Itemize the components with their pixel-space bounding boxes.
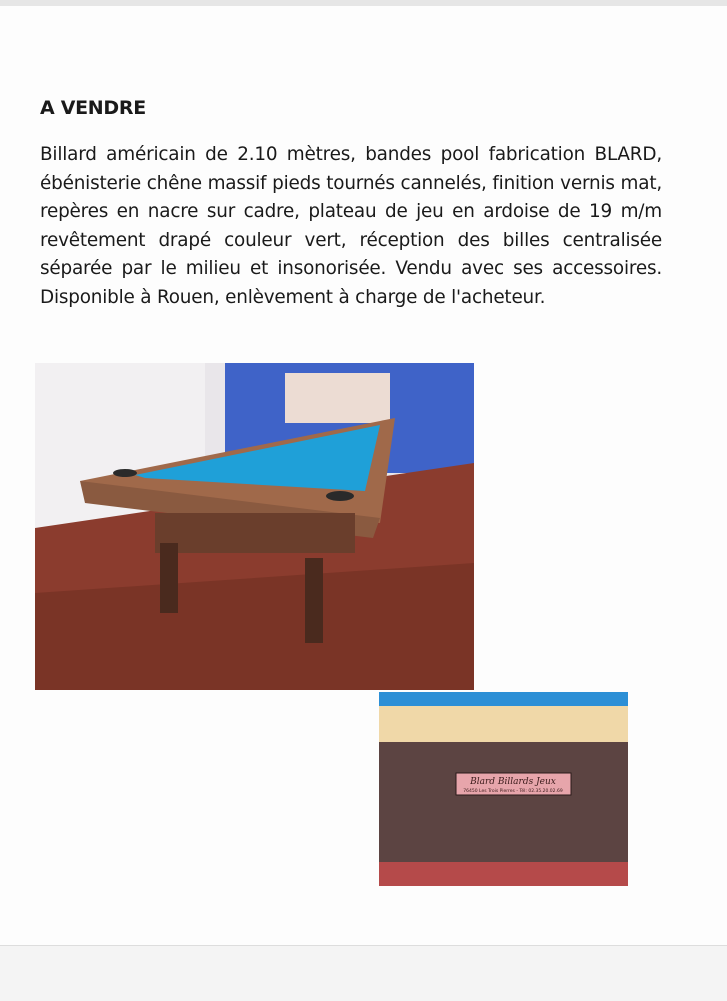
- plaque-address: 76450 Les Trois Pierres - Tél: 02.35.20.02.69: [463, 789, 563, 794]
- scan-bottom-edge: [0, 945, 727, 1001]
- description-paragraph: Billard américain de 2.10 mètres, bandes pool fabrication BLARD, ébénisterie chêne massif pieds tournés cannelés, finition vernis mat, repères en nacre sur cadre, plateau de jeu en ardoise de 19 m/m revêtement drapé couleur vert, réception des billes centralisée séparée par le milieu et insonorisée. Vendu avec ses accessoires. Disponible à Rouen, enlèvement à charge de l'acheteur.: [40, 144, 662, 308]
- pool-table-photo: [35, 363, 474, 690]
- maker-plaque-photo: [379, 692, 628, 886]
- page-title: A VENDRE: [40, 97, 146, 119]
- plaque-brand: Blard Billards Jeux: [470, 777, 556, 787]
- scan-top-edge: [0, 0, 727, 6]
